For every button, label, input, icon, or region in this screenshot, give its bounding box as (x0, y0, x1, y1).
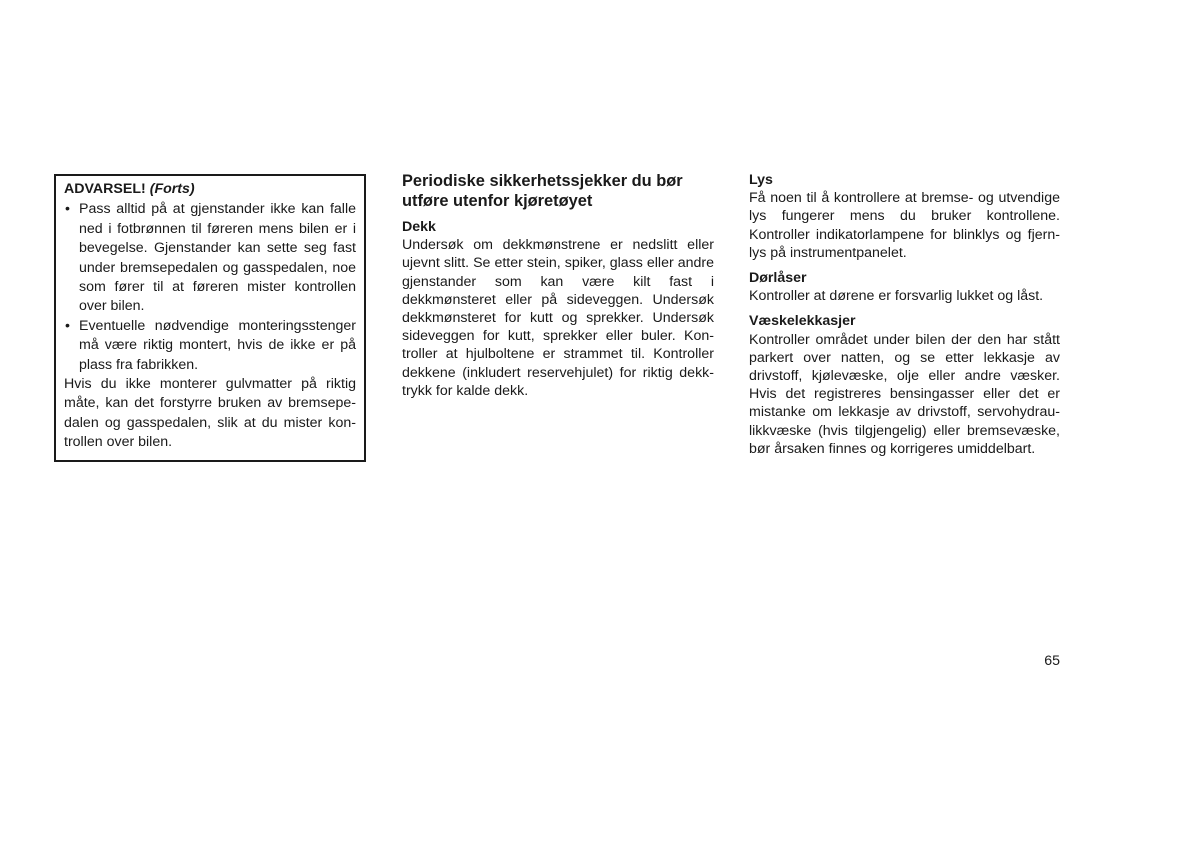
warning-paragraph: Hvis du ikke monterer gulvmatter på riktig måte, kan det forstyrre bruken av bremsepedalen og gasspedalen, slik at du mister kontrollen over bilen. (64, 376, 356, 451)
warning-bullet-item (64, 317, 356, 375)
subheading-dorlaser: Dørlåser (749, 270, 807, 287)
warning-label: ADVARSEL! (64, 181, 146, 197)
warning-title (64, 180, 356, 199)
paragraph-dekk: Undersøk om dekkmønstrene er nedslitt eller ujevnt slitt. Se etter stein, spiker, glass eller andre gjenstander som kan være kilt fast i dekkmønsteret eller på sideveggen. Undersøk dekkmønsteret for kutt og sprekker. Undersøk sideveggen for kutt, sprekker eller buler. Kontroller at hjulboltene er strammet til. Kontroller dekkene (inkludert reservehjulet) for riktig dekktrykk for kalde dekk. (402, 237, 714, 399)
warning-continued-label: (Forts) (149, 181, 195, 197)
paragraph-vaeskelekkasjer: Kontroller området under bilen der den har stått parkert over natten, og se etter lekkasje av drivstoff, kjølevæske, olje eller andre væsker. Hvis det registreres bensingasser eller det er mistanke om lekkasje av drivstoff, servohydraulikkvæske (hvis tilgjengelig) eller bremsevæske, bør årsaken finnes og korrigeres umiddelbart. (749, 331, 1060, 457)
warning-box (54, 174, 366, 462)
warning-bullet-text: Pass alltid på at gjenstander ikke kan falle ned i fotbrønnen til føreren mens bilen er i bevegelse. Gjenstander kan sette seg fast under bremsepedalen og gasspedalen, noe som fører til at føreren mister kontrollen over bilen. (79, 201, 356, 315)
subheading-dekk: Dekk (402, 219, 436, 235)
warning-bullet-list (64, 200, 356, 375)
warning-bullet-text: Eventuelle nødvendige monteringsstenger må være riktig montert, hvis de ikke er på plass fra fabrikken. (79, 317, 356, 373)
bullet-icon: • (65, 317, 70, 334)
warning-bullet-item (64, 200, 356, 316)
middle-column (402, 172, 714, 400)
subheading-vaeskelekkasjer: Væskelekkasjer (749, 313, 856, 330)
paragraph-dorlaser: Kontroller at dørene er forsvarlig lukket og låst. (749, 288, 1044, 305)
right-column (749, 171, 1060, 458)
paragraph-lys: Få noen til å kontrollere at bremse- og utvendige lys fungerer mens du bruker kontrollene. Kontroller indikatorlampene for blinklys og fjernlys på instrumentpanelet. (749, 190, 1060, 261)
page-number: 65 (1044, 653, 1060, 669)
subheading-lys: Lys (749, 172, 773, 188)
bullet-icon: • (65, 201, 70, 218)
section-heading: Periodiske sikkerhetssjekker du bør utføre utenfor kjøretøyet (402, 172, 683, 210)
